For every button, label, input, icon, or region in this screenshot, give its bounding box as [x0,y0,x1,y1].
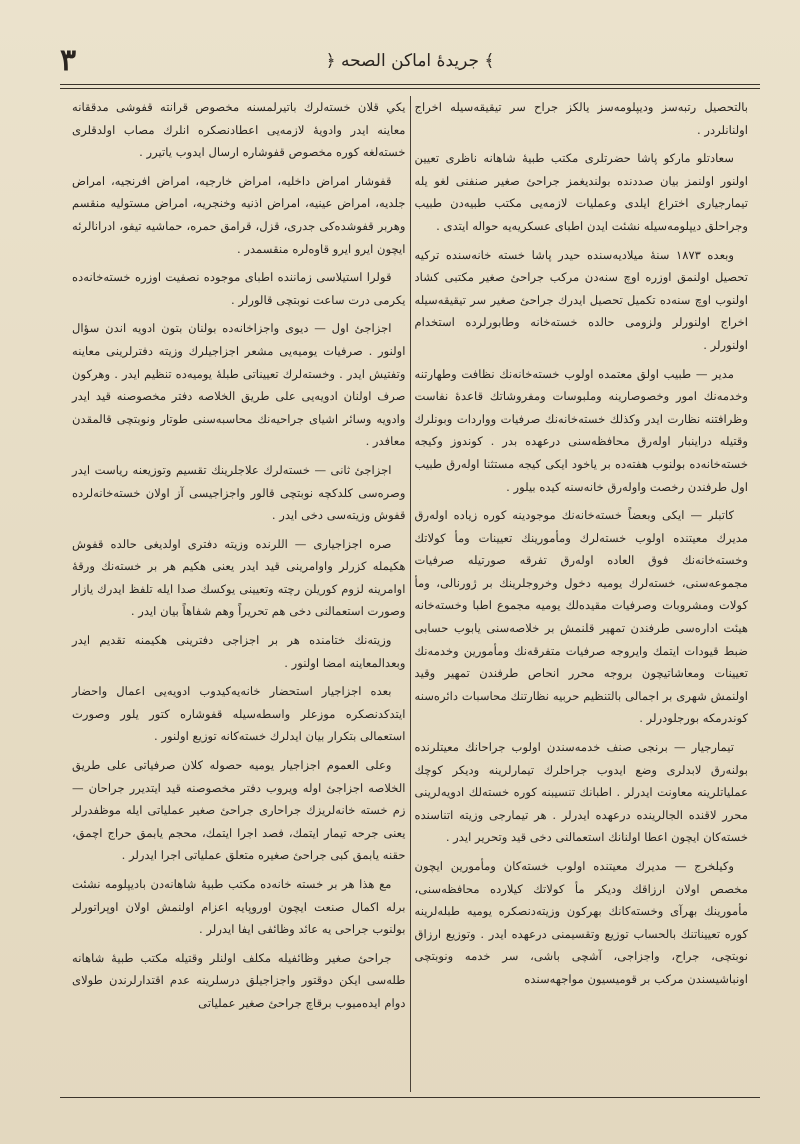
text-columns [60,96,760,1092]
paragraph: تيمارجيار — برنجى صنف خدمەسندن اولوب جراحانك معيتلرنده بولنەرق لابدلرى وضع ايدوب جراحلرك تيمارلرينه وديكر كوچك عملياتلرينه معاونت ايدرلر . اطبانك تنسيبنه كوره خستەلك ادويەلرينى محرر لاقنده الجالرينده درعهده ايدرلر . هر تيمارجى وزيته اتناسنده خستەكان ايچون اعطا اولنانك استعمالنى دخى قيد وتحرير ايدر . [414,740,748,845]
paragraph: وكيلخرج — مديرك معيتنده اولوب خستەكان ومأمورين ايچون مخصص اولان ارزاقك وديكر مأ كولاتك كيلارده محافظەسنى، مأمورينك بهرآى وخستەكانك بهركون وزيتەدنصكره يوميه طبلەلرينه كوره تعييناتنك بالحساب توزيع وتقسيمنى درعهده ايدر . وتوزيع ارزاق نوبتچى، جراح، واجزاجى، آشچى باشى، سر خدمه ونوبتچى اونباشيسندن مركب بر قوميسيون مواجهەسنده [414,859,748,986]
paragraph: وزيتەنك ختامنده هر بر اجزاجى دفترينى هكيمنه تقديم ايدر وبعدالمعاينه امضا اولنور . [72,633,406,670]
paragraph: وبعده ۱۸۷۳ سنهٔ ميلاديەسنده حيدر پاشا خسته خانەسنده تركيه تحصيل اولنمق اوزره اوچ سنەدن مركب جراحئ صغير مكتبى كشاد اولنوب اوچ سنەده تكميل تحصيل ايدرك جراحئ صغير سر تيقيقەسيله اخراج اولنورلر ولزومى حالده خستەخانه وطابورلرده استخدام اولنورلر . [414,247,748,352]
paragraph: صره اجزاجيارى — اللرنده وزيته دفترى اولديغى حالده قفوش هكيمله كزرلر واوامرينى قيد ايدر يعنى هكيم هر بر خستەنك ورقهٔ اوامرينه لزوم كوريلن رچته وتعيينى يوكسك صدا ايله تلفظ ايدرك يازار وصورت استعمالنى دخى هم تحريراً وهم شفاهاً بيان ايدر . [72,536,406,619]
paragraph: قولرا استيلاسى زماننده اطباى موجوده نصفيت اوزره خستەخانەده يكرمى درت ساعت نوبتچى قالورلر . [72,270,406,307]
page-header [60,40,760,80]
paragraph: بعده اجزاجيار استحضار خانەيەكيدوب ادويەيى اعمال واحضار ايتدكدنصكره موزعلر واسطەسيله قفوشاره كتور يلور وصورت استعمالى بتكرار بيان ايدلرك خستەكانه توزيع اولنور . [72,684,406,744]
paragraph: اجزاجئ ثانى — خستەلرك علاجلرينك تقسيم وتوزيعنه رياست ايدر وصرەسى كلدكچه نوبتچى قالور واجزاجيسى آز اولان خستەخانەلرده قفوش وزيتەسى دخى ايدر . [72,462,406,523]
left-column [411,96,761,1092]
paragraph: مع هذا هر بر خسته خانەده مكتب طبيهٔ شاهانەدن باديپلومه نشئت برله اكمال صنعت ايچون اوروپايه اعزام اولنمش اولان اوپراتورلر بولنوب جراحى يه عائد وظائفى ايفا ايدرلر . [72,877,406,937]
footer-rule [60,1097,760,1098]
page-number: ۳ [60,42,77,78]
paragraph: قفوشار امراض داخليه، امراض خارجيه، امراض افرنجيه، امراض جلديه، امراض عينيه، امراض اذنيه وخنجريه، امراض مستوليه منقسم وهربر قفوشدەكى جدرى، قزل، قرامق حمره، حماشيه تيفو، ادرانالرئه ايچون ايرو ايرو قاوەلره منقسمدر . [72,173,406,256]
header-rule [60,84,760,85]
right-column [60,96,410,1092]
paragraph: وعلى العموم اجزاجيار يوميه حصوله كلان صرفياتى على طريق الخلاصه اجزاجئ اوله ويروب دفتر مخصوصنه قيد ايتديرر جراحان — زم خسته خانەلريزك جراحارى جراحئ صغير عملياتى ايله موظفدرلر يعنى جرحه تيمار ايتمك، فصد اجرا ايتمك، محجم يابمق حراج اچمق، حقنه يابمق كبى جراحئ صغيره متعلق عملياتى اجرا ايدرلر . [72,758,406,863]
paragraph: بالتحصيل رتبەسز وديپلومەسز يالكز جراح سر تيقيقەسيله اخراج اولنانلردر . [414,100,748,137]
paragraph: كاتبلر — ايكى وبعضاً خستەخانەنك موجودينه كوره زياده اولەرق مديرك معيتنده اولوب خستەلرك ومأمورينك تعيينات ومأ كولاتك وخستەخانەنك فوق العاده اولەرق تفرقه صورتيله صرفيات مجموعەسنى، خستەلرك يوميه دخول وخروجلرينك بر ژورنالى، ومأ كولات ومشروبات وصرفيات مقيدەلك يوميه مجموع اطبا وخستەخانه هيئت ادارەسى طرفندن تمهير قلنمش بر خلاصەسنى يابوب حسابى ضبط قيودات ايتمك وايروجه صرفيات متفرقەنك ومأمورين وخدمەنك تعيينات ومعاشاتيچون بروجه محرر انحاص طرفندن تمهير وقيد اولنمش شهرى بر اجمالى بالتنظيم حربيه نظارتنك محاسبات دائرەسنه كوندرمكه بورجلودرلر . [414,508,748,726]
paragraph: مدير — طبيب اولق معتمده اولوب خستەخانەنك نظافت وطهارتنه وخدمەنك امور وخصوصارينه وملبوسات ومفروشاتك قاعدهٔ نفاست وظرافتنه نظارت ايدر وكذلك خستەخانەنك صرفيات وواردات وبونلرك وقتيله دراينبار اولەرق محافظەسنى درعهده بدر . كوندوز وكيجه خستەخانەده بولنوب هفتەده بر ياخود ايكى كيجه مستثنا اولەرق طبيب اول طرفندن رخصت واولەرق خانەسنه كيده بيلور . [414,366,748,494]
paragraph: سعادتلو ماركو پاشا حضرتلرى مكتب طبيهٔ شاهانه ناظرى تعيين اولنور اولنمز بيان صددنده بولنديغمز جراحئ صغير صنفنى لغو يله تيمارجيارى اختراع ايلدى وعمليات لازمەيى مكتب طبيەدن طبيب وجراحلق ديپلومەسيله نشئت ايدن اطباى عسكريەيه حواله ايتدى . [414,151,748,233]
header-rule-thin [60,88,760,89]
column-divider [410,96,411,1092]
running-title: ﴿ جريدهٔ اماكن الصحه ﴾ [325,50,495,71]
paragraph: اجزاجئ اول — ديوى واجزاخانەده بولنان بتون ادويه اندن سؤال اولنور . صرفيات يوميەيى مشعر اجزاجيلرك وزيته دفترلرينى معاينه وتفتيش ايدر . وخستەلرك تعييناتى طبلهٔ يوميەده تنظيم ايدر . وهركون صرف اولنان ادويەيى على طريق الخلاصه دفتر مخصوصنه قيد ايدر وادويه وسائر اشياى جراحيەنك محاسبەسنى طوتار ونوبتچى قالمقدن معافدر . [72,321,406,449]
paragraph: يكي قلان خستەلرك باتيرلمسنه مخصوص قرانته قفوشى مدققانه معاينه ايدر وادويهٔ لازمەيى اعطادنصكره انلرك مصاب اولدقلرى خستەلغه كوره مخصوص قفوشاره ارسال ايدوب ياتيرر . [72,100,406,160]
paragraph: جراحئ صغير وظائفيله مكلف اولنلر وقتيله مكتب طبيهٔ شاهانه طلەسى ايكن دوقتور واجزاجيلق درسلرينه عدم اقتدارلرندن طولاى دوام ايدەميوب برقاچ جراحئ صغير عملياتى [72,950,406,1010]
